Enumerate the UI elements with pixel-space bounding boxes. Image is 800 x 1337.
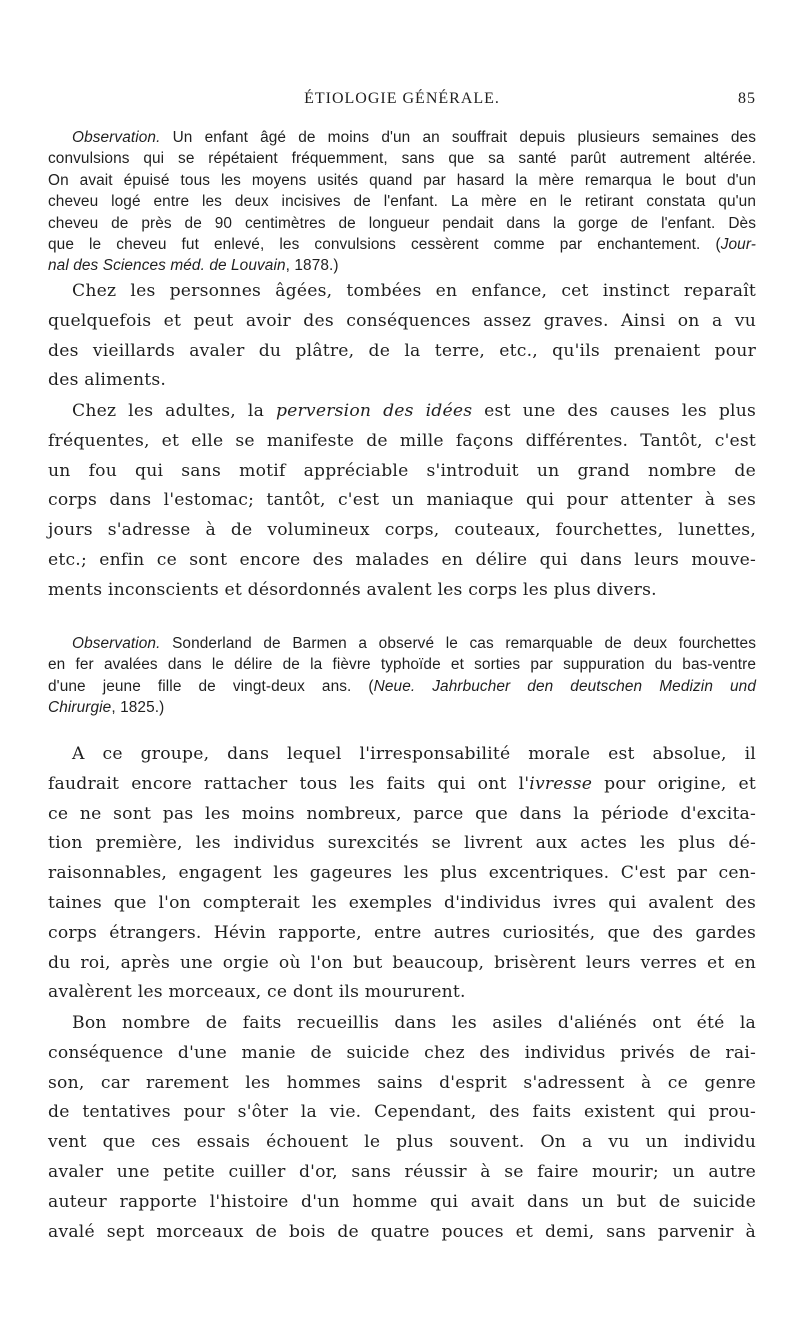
paragraph-4 <box>48 1009 756 1247</box>
obs2-line: Chirurgie, 1825.) <box>48 699 165 717</box>
running-header <box>48 90 756 114</box>
obs1-line: que le cheveu fut enlevé, les convulsions cessèrent comme par enchantement. (Jour- <box>48 236 756 254</box>
para3-line: tion première, les individus surexcités se livrent aux actes les plus dé- <box>48 833 756 854</box>
para2-line: un fou qui sans motif appréciable s'introduit un grand nombre de <box>48 460 756 481</box>
para1-line: des vieillards avaler du plâtre, de la terre, etc., qu'ils prenaient pour <box>48 340 756 361</box>
para2-line: corps dans l'estomac; tantôt, c'est un maniaque qui pour attenter à ses <box>48 490 756 511</box>
running-title: ÉTIOLOGIE GÉNÉRALE. <box>304 90 500 107</box>
para3-line: avalèrent les morceaux, ce dont ils moururent. <box>48 982 466 1003</box>
para4-line: Bon nombre de faits recueillis dans les asiles d'aliénés ont été la <box>72 1013 756 1033</box>
paragraph-3 <box>48 740 756 1008</box>
para3-line: corps étrangers. Hévin rapporte, entre autres curiosités, que des gardes <box>48 922 756 943</box>
para2-line: etc.; enfin ce sont encore des malades en délire qui dans leurs mouve- <box>48 549 756 570</box>
para4-line: avalé sept morceaux de bois de quatre pouces et demi, sans parvenir à <box>48 1221 756 1242</box>
observation-1 <box>48 127 756 277</box>
para4-line: avaler une petite cuiller d'or, sans réussir à se faire mourir; un autre <box>48 1161 756 1182</box>
para3-line: raisonnables, engagent les gageures les plus excentriques. C'est par cen- <box>48 863 756 884</box>
paragraph-1 <box>48 277 756 396</box>
para3-line: A ce groupe, dans lequel l'irresponsabilité morale est absolue, il <box>72 744 756 764</box>
para2-line: Chez les adultes, la perversion des idées est une des causes les plus <box>72 401 757 421</box>
obs2-line: Observation. Sonderland de Barmen a observé le cas remarquable de deux fourchettes <box>72 635 756 652</box>
para3-line: ce ne sont pas les moins nombreux, parce que dans la période d'excita- <box>48 803 756 824</box>
obs1-line: convulsions qui se répétaient fréquemment, sans que sa santé parût autrement altérée. <box>48 150 756 168</box>
obs2-line: d'une jeune fille de vingt-deux ans. (Neue. Jahrbucher den deutschen Medizin und <box>48 677 756 695</box>
para2-line: jours s'adresse à de volumineux corps, couteaux, fourchettes, lunettes, <box>48 520 756 541</box>
para2-line: fréquentes, et elle se manifeste de mille façons différentes. Tantôt, c'est <box>48 430 756 451</box>
para4-line: auteur rapporte l'histoire d'un homme qui avait dans un but de suicide <box>48 1191 756 1212</box>
para4-line: de tentatives pour s'ôter la vie. Cependant, des faits existent qui prou- <box>48 1102 756 1123</box>
obs1-line: nal des Sciences méd. de Louvain, 1878.) <box>48 257 339 275</box>
para1-line: quelquefois et peut avoir des conséquences assez graves. Ainsi on a vu <box>48 310 756 331</box>
para4-line: son, car rarement les hommes sains d'esprit s'adressent à ce genre <box>48 1072 756 1093</box>
obs1-line: cheveu de près de 90 centimètres de longueur pendait dans la gorge de l'enfant. Dès <box>48 214 756 232</box>
paragraph-2 <box>48 397 756 606</box>
para1-line: Chez les personnes âgées, tombées en enfance, cet instinct reparaît <box>72 281 756 301</box>
observation-2 <box>48 633 756 719</box>
para3-line: taines que l'on compterait les exemples d'individus ivres qui avalent des <box>48 892 756 913</box>
para3-line: du roi, après une orgie où l'on but beaucoup, brisèrent leurs verres et en <box>48 952 756 973</box>
para3-line: faudrait encore rattacher tous les faits qui ont l'ivresse pour origine, et <box>48 773 756 794</box>
para4-line: conséquence d'une manie de suicide chez des individus privés de rai- <box>48 1042 756 1063</box>
para1-line: des aliments. <box>48 370 167 391</box>
para2-line: ments inconscients et désordonnés avalent les corps les plus divers. <box>48 579 657 600</box>
page-number: 85 <box>738 90 756 107</box>
obs1-line: Observation. Un enfant âgé de moins d'un an souffrait depuis plusieurs semaines des <box>72 129 756 146</box>
obs2-line: en fer avalées dans le délire de la fièvre typhoïde et sorties par suppuration du bas-ventre <box>48 656 756 674</box>
obs1-line: On avait épuisé tous les moyens usités quand par hasard la mère remarqua le bout d'un <box>48 171 756 189</box>
obs1-line: cheveu logé entre les deux incisives de l'enfant. La mère en le retirant constata qu'un <box>48 193 756 211</box>
para4-line: vent que ces essais échouent le plus souvent. On a vu un individu <box>48 1132 756 1153</box>
